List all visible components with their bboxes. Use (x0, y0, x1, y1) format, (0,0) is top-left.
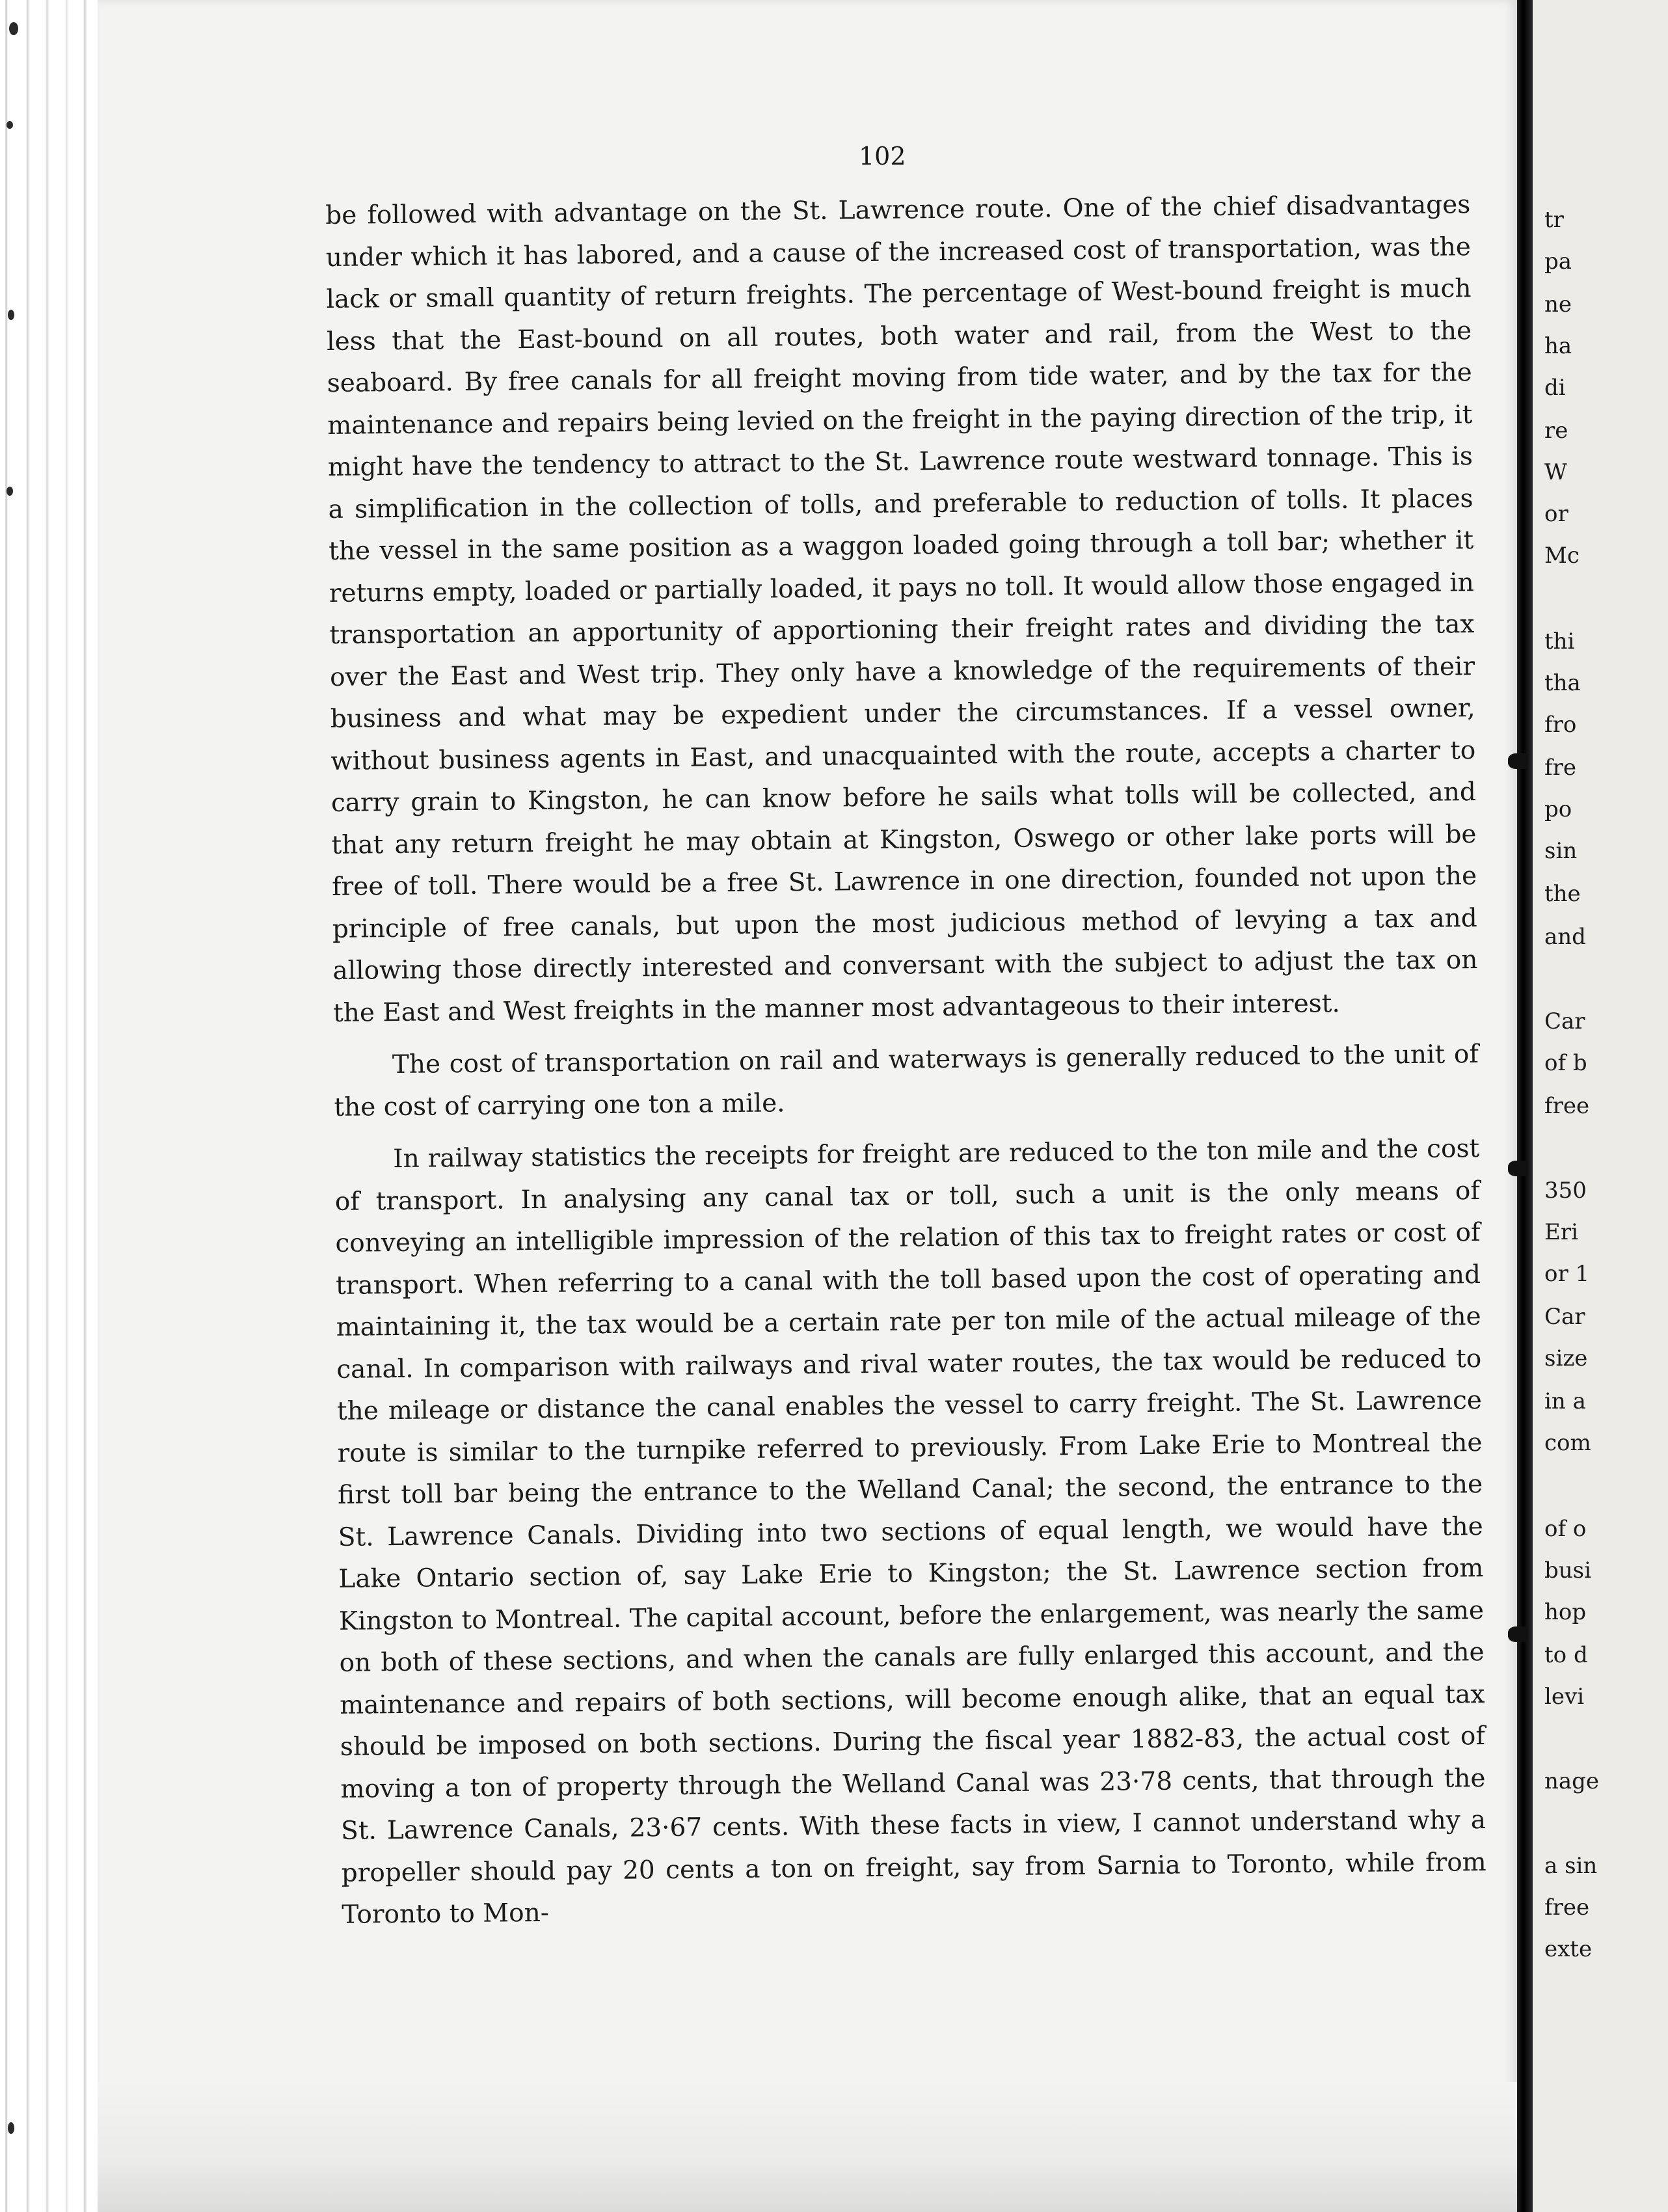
facing-page-line-fragment: and (1544, 924, 1586, 950)
gutter-notch (1508, 1626, 1527, 1642)
facing-page-line-fragment: Mc (1544, 543, 1580, 569)
facing-page-line-fragment: size (1544, 1345, 1588, 1371)
facing-page-line-fragment: Eri (1544, 1219, 1578, 1245)
facing-page-line-fragment: po (1544, 796, 1572, 822)
facing-page-line-fragment: com (1544, 1430, 1591, 1456)
facing-page-line-fragment: ne (1544, 291, 1572, 317)
facing-page-line-fragment: tr (1544, 207, 1564, 233)
facing-page-line-fragment: re (1544, 418, 1568, 444)
facing-page-line-fragment: free (1544, 1093, 1590, 1119)
scan-speck (8, 310, 14, 320)
facing-page-line-fragment: di (1544, 375, 1566, 401)
facing-page-line-fragment: nage (1544, 1768, 1600, 1794)
facing-page-line-fragment: or 1 (1544, 1261, 1590, 1287)
facing-page-line-fragment: W (1544, 459, 1567, 485)
facing-page-line-fragment: levi (1544, 1684, 1585, 1710)
gutter-notch (1508, 753, 1527, 769)
facing-page-line-fragment: pa (1544, 249, 1572, 275)
facing-page-line-fragment: fro (1544, 712, 1577, 738)
facing-page-line-fragment: ha (1544, 333, 1572, 359)
facing-page-line-fragment: tha (1544, 670, 1581, 696)
facing-page-line-fragment: Car (1544, 1304, 1585, 1330)
scan-speck (7, 121, 13, 129)
gutter-notch (1508, 1161, 1527, 1176)
scan-speck (9, 22, 18, 35)
facing-page-line-fragment: sin (1544, 838, 1578, 864)
scan-speck (7, 487, 13, 496)
facing-page-line-fragment: exte (1544, 1936, 1593, 1962)
paragraph-3: In railway statistics the receipts for freight are reduced to the ton mile and the cost of transport. In analysing any canal tax or toll, such a unit is the only means of conveying an intelligible impression of the relation of this tax to freight rates or cost of transport. When referring to a canal with the toll based upon the cost of operating and maintaining it, the tax would be a certain rate per ton mile of the actual mileage of the canal. In comparison with railways and rival water routes, the tax would be reduced to the mileage or distance the canal enables the vessel to carry freight. The St. Lawrence route is similar to the turnpike referred to previously. From Lake Erie to Montreal the first toll bar being the entrance to the Welland Canal; the second, the entrance to the St. Lawrence Canals. Dividing into two sections of equal length, we would have the Lake Ontario section of, say Lake Erie to Kingston; the St. Lawrence section from Kingston to Montreal. The capital account, before the enlargement, was nearly the same on both of these sections, and when the canals are fully enlarged this account, and the maintenance and repairs of both sections, will become enough alike, that an equal tax should be imposed on both sections. During the fiscal year 1882-83, the actual cost of moving a ton of property through the Welland Canal was 23·78 cents, that through the St. Lawrence Canals, 23·67 cents. With these facts in view, I cannot understand why a propeller should pay 20 cents a ton on freight, say from Sarnia to Toronto, while from Toronto to Mon- (334, 1134, 1486, 1930)
book-edge-left (0, 0, 98, 2212)
facing-page-fragment (1533, 0, 1668, 2212)
facing-page-line-fragment: Car (1544, 1008, 1585, 1034)
facing-page-line-fragment: fre (1544, 755, 1576, 781)
page-number: 102 (859, 142, 906, 170)
paragraph-2: The cost of transportation on rail and waterways is generally reduced to the unit of the cost of carrying one ton a mile. (334, 1040, 1479, 1122)
facing-page-line-fragment: of b (1544, 1050, 1587, 1076)
scan-speck (8, 2122, 14, 2134)
facing-page-line-fragment: of o (1544, 1516, 1587, 1542)
facing-page-line-fragment: 350 (1544, 1178, 1587, 1204)
facing-page-line-fragment: or (1544, 501, 1568, 527)
facing-page-line-fragment: a sin (1544, 1853, 1598, 1879)
facing-page-line-fragment: to d (1544, 1642, 1588, 1668)
facing-page-line-fragment: the (1544, 881, 1581, 907)
paragraph-1: be followed with advantage on the St. Lawrence route. One of the chief disadvantages under which it has labored, and a cause of the increased cost of transportation, was the lack or small quantity of return freights. The percentage of West-bound freight is much less that the East-bound on all routes, both water and rail, from the West to the seaboard. By free canals for all freight moving from tide water, and by the tax for the maintenance and repairs being levied on the freight in the paying direction of the trip, it might have the tendency to attract to the St. Lawrence route westward tonnage. This is a simplification in the collection of tolls, and preferable to reduction of tolls. It places the vessel in the same position as a waggon loaded going through a toll bar; whether it returns empty, loaded or partially loaded, it pays no toll. It would allow those engaged in transportation an apportunity of apportioning their freight rates and dividing the tax over the East and West trip. They only have a knowledge of the requirements of their business and what may be expedient under the circumstances. If a vessel owner, without business agents in East, and unacquainted with the route, accepts a charter to carry grain to Kingston, he can know before he sails what tolls will be collected, and that any return freight he may obtain at Kingston, Oswego or other lake ports will be free of toll. There would be a free St. Lawrence in one direction, founded not upon the principle of free canals, but upon the most judicious method of levying a tax and allowing those directly interested and conversant with the subject to adjust the tax on the East and West freights in the manner most advantageous to their interest. (325, 190, 1478, 1028)
page-body (325, 184, 1487, 1947)
facing-page-line-fragment: busi (1544, 1558, 1591, 1584)
facing-page-line-fragment: thi (1544, 628, 1575, 654)
facing-page-line-fragment: free (1544, 1895, 1590, 1921)
facing-page-line-fragment: in a (1544, 1388, 1586, 1414)
page-bottom-edge (98, 2082, 1517, 2212)
book-gutter (1517, 0, 1533, 2212)
facing-page-line-fragment: hop (1544, 1599, 1587, 1625)
